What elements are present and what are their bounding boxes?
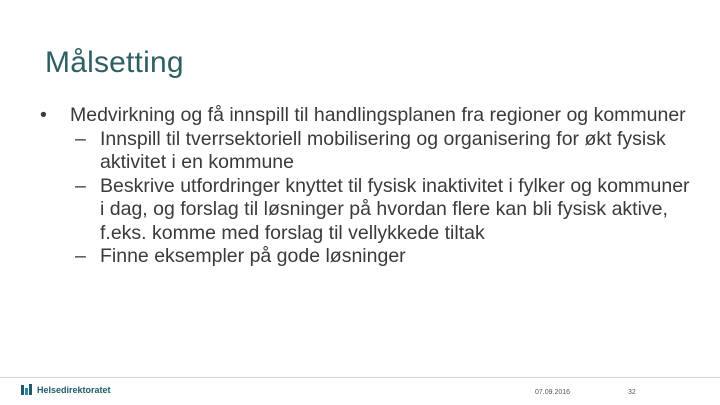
organization-logo bbox=[20, 383, 111, 397]
slide-content bbox=[30, 104, 690, 269]
bullet-item bbox=[30, 104, 690, 128]
helsedirektoratet-logo-icon bbox=[20, 383, 34, 397]
slide-date: 07.09.2016 bbox=[535, 389, 571, 396]
slide-page-number: 32 bbox=[628, 389, 636, 396]
sub-bullet-text: Finne eksempler på gode løsninger bbox=[100, 245, 406, 267]
sub-bullet-marker: – bbox=[75, 174, 86, 197]
logo-text: Helsedirektoratet bbox=[37, 385, 111, 395]
bullet-text: Medvirkning og få innspill til handlingsplanen fra regioner og kommuner bbox=[70, 104, 686, 126]
sub-bullet-item bbox=[30, 245, 690, 269]
sub-bullet-marker: – bbox=[75, 127, 86, 150]
sub-bullet-marker: – bbox=[75, 245, 86, 267]
sub-bullet-item bbox=[30, 175, 690, 246]
sub-bullet-text: Innspill til tverrsektoriell mobilisering og organisering for økt fysisk aktivitet i en kommune bbox=[100, 127, 666, 173]
bullet-marker: • bbox=[40, 104, 47, 126]
slide-title: Målsetting bbox=[45, 46, 184, 79]
sub-bullet-text: Beskrive utfordringer knyttet til fysisk inaktivitet i fylker og kommuner i dag, og forslag til løsninger på hvordan flere kan bli fysisk aktive, f.eks. komme med forslag til vellykkede tiltak bbox=[100, 174, 690, 244]
slide-footer bbox=[0, 377, 720, 405]
footer-divider bbox=[0, 377, 720, 378]
sub-bullet-item bbox=[30, 128, 690, 175]
